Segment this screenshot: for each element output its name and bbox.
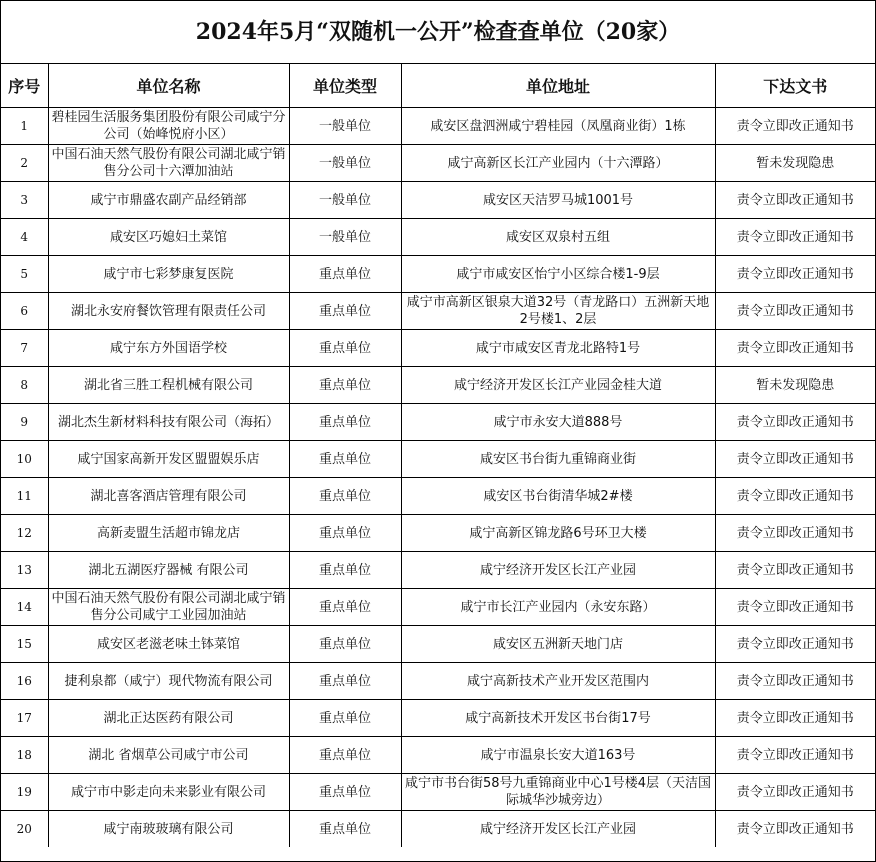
unit-address: 咸安区盘泗洲咸宁碧桂园（凤凰商业街）1栋 bbox=[401, 108, 715, 145]
table-row bbox=[1, 108, 875, 145]
unit-address: 咸安区天洁罗马城1001号 bbox=[401, 182, 715, 219]
row-number: 3 bbox=[1, 182, 48, 219]
row-number: 2 bbox=[1, 145, 48, 182]
table-row bbox=[1, 811, 875, 848]
issued-document: 责令立即改正通知书 bbox=[715, 700, 875, 737]
issued-document: 责令立即改正通知书 bbox=[715, 589, 875, 626]
unit-address: 咸宁市永安大道888号 bbox=[401, 404, 715, 441]
unit-address: 咸安区五洲新天地门店 bbox=[401, 626, 715, 663]
unit-name: 湖北杰生新材料科技有限公司（海拓） bbox=[48, 404, 289, 441]
unit-address: 咸宁高新区长江产业园内（十六潭路） bbox=[401, 145, 715, 182]
unit-name: 咸宁市七彩梦康复医院 bbox=[48, 256, 289, 293]
table-row bbox=[1, 774, 875, 811]
issued-document: 责令立即改正通知书 bbox=[715, 515, 875, 552]
unit-type: 重点单位 bbox=[289, 330, 401, 367]
document-title: 2024年5月“双随机一公开”检查查单位（20家） bbox=[1, 1, 875, 64]
table-row bbox=[1, 404, 875, 441]
unit-type: 一般单位 bbox=[289, 108, 401, 145]
unit-address: 咸宁市高新区银泉大道32号（青龙路口）五洲新天地2号楼1、2层 bbox=[401, 293, 715, 330]
unit-type: 重点单位 bbox=[289, 256, 401, 293]
unit-type: 重点单位 bbox=[289, 737, 401, 774]
row-number: 19 bbox=[1, 774, 48, 811]
unit-type: 一般单位 bbox=[289, 182, 401, 219]
issued-document: 责令立即改正通知书 bbox=[715, 256, 875, 293]
unit-name: 捷利泉都（咸宁）现代物流有限公司 bbox=[48, 663, 289, 700]
unit-address: 咸安区书台街九重锦商业街 bbox=[401, 441, 715, 478]
unit-type: 一般单位 bbox=[289, 219, 401, 256]
row-number: 8 bbox=[1, 367, 48, 404]
unit-type: 重点单位 bbox=[289, 441, 401, 478]
row-number: 20 bbox=[1, 811, 48, 848]
issued-document: 责令立即改正通知书 bbox=[715, 626, 875, 663]
unit-name: 湖北正达医药有限公司 bbox=[48, 700, 289, 737]
unit-name: 咸宁市鼎盛农副产品经销部 bbox=[48, 182, 289, 219]
row-number: 4 bbox=[1, 219, 48, 256]
issued-document: 暂未发现隐患 bbox=[715, 145, 875, 182]
header-doc: 下达文书 bbox=[715, 64, 875, 108]
issued-document: 责令立即改正通知书 bbox=[715, 737, 875, 774]
row-number: 17 bbox=[1, 700, 48, 737]
issued-document: 责令立即改正通知书 bbox=[715, 478, 875, 515]
table-row bbox=[1, 737, 875, 774]
table-row bbox=[1, 256, 875, 293]
row-number: 5 bbox=[1, 256, 48, 293]
table-row bbox=[1, 478, 875, 515]
row-number: 11 bbox=[1, 478, 48, 515]
unit-name: 咸安区巧媳妇土菜馆 bbox=[48, 219, 289, 256]
issued-document: 责令立即改正通知书 bbox=[715, 441, 875, 478]
unit-address: 咸宁市长江产业园内（永安东路） bbox=[401, 589, 715, 626]
issued-document: 暂未发现隐患 bbox=[715, 367, 875, 404]
row-number: 9 bbox=[1, 404, 48, 441]
unit-name: 湖北永安府餐饮管理有限责任公司 bbox=[48, 293, 289, 330]
unit-address: 咸宁高新技术开发区书台街17号 bbox=[401, 700, 715, 737]
table-row bbox=[1, 626, 875, 663]
unit-address: 咸宁高新区锦龙路6号环卫大楼 bbox=[401, 515, 715, 552]
unit-address: 咸宁市书台街58号九重锦商业中心1号楼4层（天洁国际城华沙城旁边） bbox=[401, 774, 715, 811]
unit-type: 重点单位 bbox=[289, 404, 401, 441]
unit-name: 咸安区老滋老味土钵菜馆 bbox=[48, 626, 289, 663]
unit-type: 重点单位 bbox=[289, 700, 401, 737]
unit-name: 湖北喜客酒店管理有限公司 bbox=[48, 478, 289, 515]
row-number: 18 bbox=[1, 737, 48, 774]
table-row bbox=[1, 367, 875, 404]
row-number: 7 bbox=[1, 330, 48, 367]
issued-document: 责令立即改正通知书 bbox=[715, 330, 875, 367]
table-row bbox=[1, 515, 875, 552]
table-row bbox=[1, 330, 875, 367]
unit-address: 咸宁市温泉长安大道163号 bbox=[401, 737, 715, 774]
row-number: 15 bbox=[1, 626, 48, 663]
issued-document: 责令立即改正通知书 bbox=[715, 108, 875, 145]
unit-name: 咸宁东方外国语学校 bbox=[48, 330, 289, 367]
unit-address: 咸宁市咸安区青龙北路特1号 bbox=[401, 330, 715, 367]
unit-type: 重点单位 bbox=[289, 293, 401, 330]
unit-address: 咸宁经济开发区长江产业园金桂大道 bbox=[401, 367, 715, 404]
row-number: 10 bbox=[1, 441, 48, 478]
unit-address: 咸安区书台街清华城2#楼 bbox=[401, 478, 715, 515]
issued-document: 责令立即改正通知书 bbox=[715, 552, 875, 589]
issued-document: 责令立即改正通知书 bbox=[715, 404, 875, 441]
unit-address: 咸宁市咸安区怡宁小区综合楼1-9层 bbox=[401, 256, 715, 293]
table-row bbox=[1, 552, 875, 589]
unit-type: 重点单位 bbox=[289, 367, 401, 404]
unit-type: 重点单位 bbox=[289, 774, 401, 811]
issued-document: 责令立即改正通知书 bbox=[715, 293, 875, 330]
issued-document: 责令立即改正通知书 bbox=[715, 219, 875, 256]
table-row bbox=[1, 700, 875, 737]
table-body bbox=[1, 108, 875, 848]
table-row bbox=[1, 293, 875, 330]
unit-name: 湖北 省烟草公司咸宁市公司 bbox=[48, 737, 289, 774]
table-row bbox=[1, 589, 875, 626]
issued-document: 责令立即改正通知书 bbox=[715, 663, 875, 700]
unit-name: 高新麦盟生活超市锦龙店 bbox=[48, 515, 289, 552]
unit-address: 咸安区双泉村五组 bbox=[401, 219, 715, 256]
table-row bbox=[1, 182, 875, 219]
unit-name: 中国石油天然气股份有限公司湖北咸宁销售分公司咸宁工业园加油站 bbox=[48, 589, 289, 626]
unit-address: 咸宁经济开发区长江产业园 bbox=[401, 552, 715, 589]
row-number: 16 bbox=[1, 663, 48, 700]
unit-name: 中国石油天然气股份有限公司湖北咸宁销售分公司十六潭加油站 bbox=[48, 145, 289, 182]
header-type: 单位类型 bbox=[289, 64, 401, 108]
issued-document: 责令立即改正通知书 bbox=[715, 182, 875, 219]
unit-name: 湖北省三胜工程机械有限公司 bbox=[48, 367, 289, 404]
unit-address: 咸宁高新技术产业开发区范围内 bbox=[401, 663, 715, 700]
header-name: 单位名称 bbox=[48, 64, 289, 108]
unit-address: 咸宁经济开发区长江产业园 bbox=[401, 811, 715, 848]
unit-name: 碧桂园生活服务集团股份有限公司咸宁分公司（始峰悦府小区） bbox=[48, 108, 289, 145]
unit-type: 重点单位 bbox=[289, 811, 401, 848]
issued-document: 责令立即改正通知书 bbox=[715, 811, 875, 848]
unit-type: 一般单位 bbox=[289, 145, 401, 182]
unit-type: 重点单位 bbox=[289, 626, 401, 663]
table-row bbox=[1, 219, 875, 256]
table-row bbox=[1, 145, 875, 182]
header-address: 单位地址 bbox=[401, 64, 715, 108]
row-number: 14 bbox=[1, 589, 48, 626]
unit-name: 咸宁国家高新开发区盟盟娱乐店 bbox=[48, 441, 289, 478]
table-row bbox=[1, 441, 875, 478]
unit-name: 咸宁市中影走向未来影业有限公司 bbox=[48, 774, 289, 811]
row-number: 6 bbox=[1, 293, 48, 330]
header-no: 序号 bbox=[1, 64, 48, 108]
row-number: 1 bbox=[1, 108, 48, 145]
unit-name: 湖北五湖医疗器械 有限公司 bbox=[48, 552, 289, 589]
unit-type: 重点单位 bbox=[289, 663, 401, 700]
inspection-table bbox=[1, 64, 875, 847]
table-row bbox=[1, 663, 875, 700]
row-number: 13 bbox=[1, 552, 48, 589]
unit-type: 重点单位 bbox=[289, 478, 401, 515]
unit-type: 重点单位 bbox=[289, 552, 401, 589]
header-row bbox=[1, 64, 875, 108]
unit-name: 咸宁南玻玻璃有限公司 bbox=[48, 811, 289, 848]
unit-type: 重点单位 bbox=[289, 589, 401, 626]
issued-document: 责令立即改正通知书 bbox=[715, 774, 875, 811]
unit-type: 重点单位 bbox=[289, 515, 401, 552]
row-number: 12 bbox=[1, 515, 48, 552]
